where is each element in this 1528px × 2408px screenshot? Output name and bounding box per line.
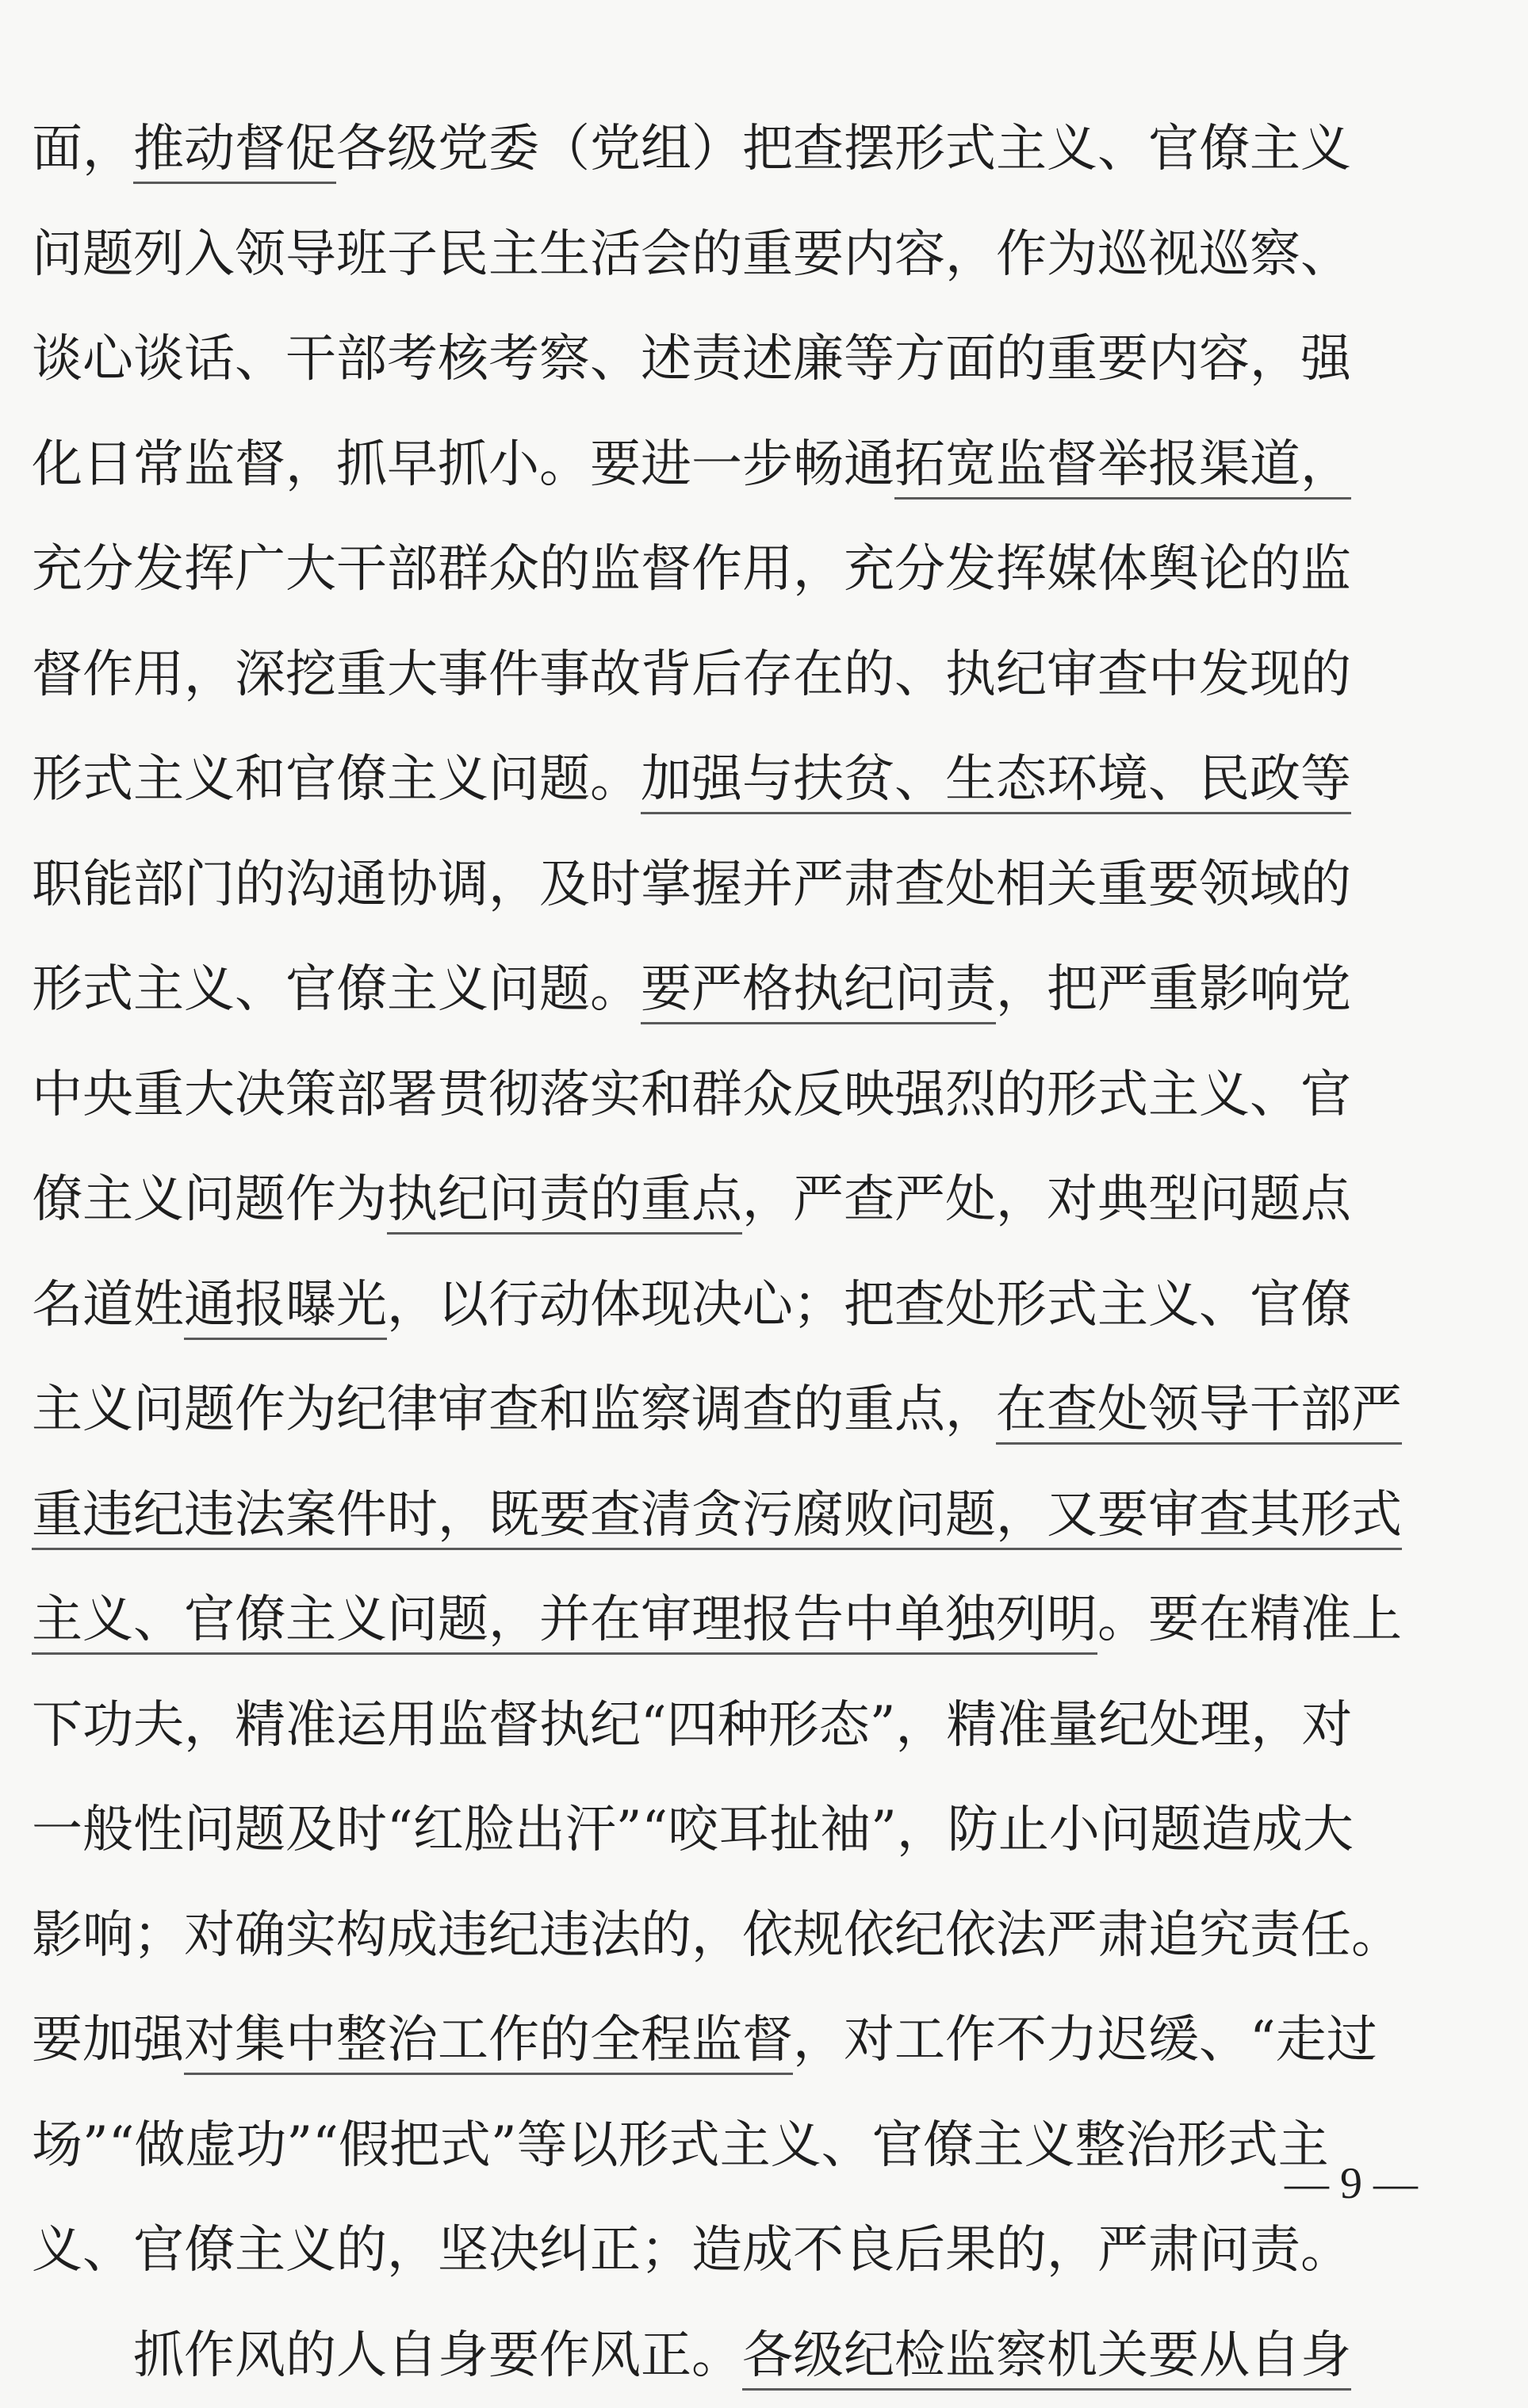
text-segment: 中央重大决策部署贯彻落实和群众反映强烈的形式主义、官 (32, 1066, 1351, 1124)
text-line (32, 2198, 1499, 2303)
text-line (32, 833, 1499, 938)
text-segment: 影响；对确实构成违纪违法的，依规依纪依法严肃追究责任。 (32, 1906, 1402, 1965)
underlined-phrase: 拓宽监督举报渠道， (894, 435, 1351, 500)
text-line (32, 307, 1499, 412)
underlined-phrase: 对集中整治工作的全程监督 (184, 2011, 793, 2075)
text-line (32, 727, 1499, 833)
underlined-phrase: 执纪问责的重点 (387, 1170, 742, 1235)
text-line (32, 202, 1499, 308)
text-segment: 问题列入领导班子民主生活会的重要内容，作为巡视巡察、 (32, 225, 1351, 284)
text-line (32, 2303, 1499, 2408)
text-line (32, 1253, 1499, 1358)
underlined-phrase: 重违纪违法案件时，既要查清贪污腐败问题，又要审查其形式 (32, 1486, 1402, 1550)
text-segment: 督作用，深挖重大事件事故背后存在的、执纪审查中发现的 (32, 645, 1351, 704)
underlined-phrase: 推动督促 (133, 120, 336, 184)
text-segment: 充分发挥广大干部群众的监督作用，充分发挥媒体舆论的监 (32, 540, 1351, 599)
text-segment: 要加强 (32, 2011, 184, 2069)
text-line (32, 937, 1499, 1043)
underlined-phrase: 加强与扶贫、生态环境、民政等 (641, 750, 1351, 814)
text-segment: 义、官僚主义的，坚决纠正；造成不良后果的，严肃问责。 (32, 2221, 1351, 2280)
underlined-phrase: 要严格执纪问责 (641, 960, 996, 1024)
text-line (32, 1568, 1499, 1673)
text-line (32, 1883, 1499, 1989)
text-line (32, 97, 1499, 202)
underlined-phrase: 通报曝光 (184, 1276, 387, 1340)
text-line (32, 412, 1499, 518)
text-segment: ，以行动体现决心；把查处形式主义、官僚 (387, 1276, 1351, 1334)
underlined-phrase: 主义、官僚主义问题，并在审理报告中单独列明 (32, 1591, 1097, 1655)
text-segment: 谈心谈话、干部考核考察、述责述廉等方面的重要内容，强 (32, 330, 1351, 389)
text-line (32, 1673, 1499, 1778)
page-number: — 9 — (1285, 2158, 1418, 2209)
text-line (32, 1988, 1499, 2093)
text-segment: 形式主义和官僚主义问题。 (32, 750, 641, 809)
text-segment: 僚主义问题作为 (32, 1170, 387, 1229)
underlined-phrase: 各级纪检监察机关要从自身 (742, 2326, 1351, 2391)
text-segment: 抓作风的人自身要作风正。 (133, 2326, 742, 2385)
text-segment: 场”“做虚功”“假把式”等以形式主义、官僚主义整治形式主 (32, 2116, 1329, 2175)
text-segment: 形式主义、官僚主义问题。 (32, 960, 641, 1019)
text-line (32, 622, 1499, 728)
text-segment: 面， (32, 120, 133, 178)
text-line (32, 1043, 1499, 1148)
text-segment: 各级党委（党组）把查摆形式主义、官僚主义 (336, 120, 1351, 178)
text-segment: 下功夫，精准运用监督执纪“四种形态”，精准量纪处理，对 (32, 1696, 1352, 1755)
text-line (32, 1778, 1499, 1883)
text-segment: ，把严重影响党 (996, 960, 1351, 1019)
text-line (32, 1147, 1499, 1253)
text-segment: 职能部门的沟通协调，及时掌握并严肃查处相关重要领域的 (32, 856, 1351, 914)
text-segment: 化日常监督，抓早抓小。要进一步畅通 (32, 435, 894, 494)
underlined-phrase: 在查处领导干部严 (996, 1380, 1402, 1445)
text-segment: 主义问题作为纪律审查和监察调查的重点， (32, 1380, 996, 1439)
text-line (32, 2093, 1499, 2199)
text-segment: 名道姓 (32, 1276, 184, 1334)
text-segment: ，对工作不力迟缓、“走过 (793, 2011, 1377, 2069)
text-line (32, 1463, 1499, 1568)
text-line (32, 517, 1499, 622)
text-segment: 一般性问题及时“红脸出汗”“咬耳扯袖”，防止小问题造成大 (32, 1801, 1354, 1859)
text-segment: ，严查严处，对典型问题点 (742, 1170, 1351, 1229)
body-text (32, 97, 1499, 2408)
text-line (32, 1357, 1499, 1463)
text-segment: 。要在精准上 (1097, 1591, 1402, 1649)
